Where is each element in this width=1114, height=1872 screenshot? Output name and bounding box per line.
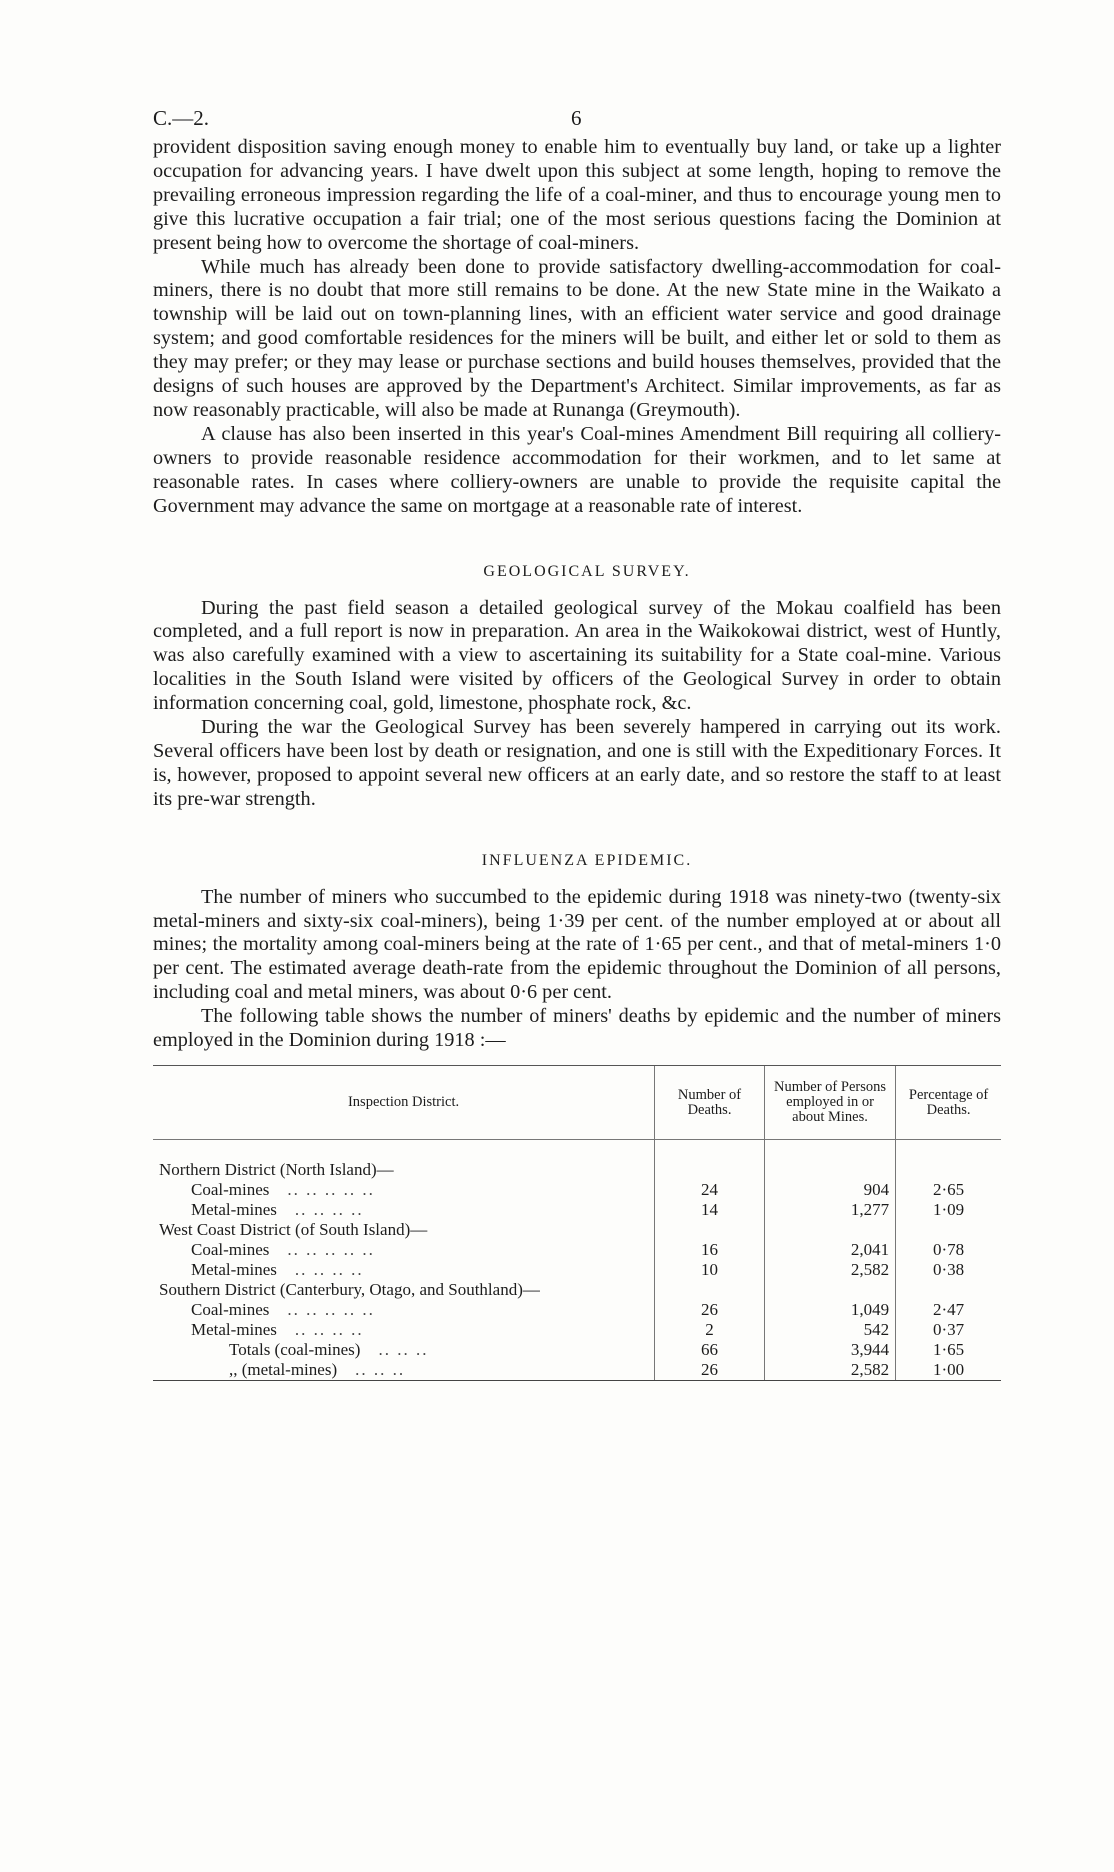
row-label-cell	[153, 1260, 655, 1280]
leader-dots: .. .. ..	[378, 1340, 429, 1359]
percentage-cell: 2·47	[896, 1300, 1001, 1320]
row-label-cell	[153, 1280, 655, 1300]
miners-deaths-table	[153, 1065, 1001, 1380]
deaths-cell: 14	[655, 1200, 765, 1220]
row-label-cell	[153, 1160, 655, 1180]
paragraph-mokau-survey: During the past field season a detailed geological survey of the Mokau coalfield has been completed, and a full report is now in preparation. An area in the Waikokowai district, west of Huntly, was also carefully examined with a view to ascertaining its suitability for a State coal-mine. Various localities in the South Island were visited by officers of the Geological Survey in order to obtain information concerning coal, gold, limestone, phosphate rock, &c.	[153, 596, 1001, 715]
row-label-cell	[153, 1300, 655, 1320]
table-row	[153, 1200, 1001, 1220]
paragraph-epidemic-deaths: The number of miners who succumbed to the epidemic during 1918 was ninety-two (twenty-six metal-miners and sixty-six coal-miners), being 1·39 per cent. of the number employed at or about all mines; the mortality among coal-miners being at the rate of 1·65 per cent., and that of metal-miners 1·0 per cent. The estimated average death-rate from the epidemic throughout the Dominion of all persons, including coal and metal miners, was about 0·6 per cent.	[153, 885, 1001, 1004]
row-label: West Coast District (of South Island)—	[159, 1220, 428, 1239]
document-page	[153, 100, 1001, 1381]
row-label: Coal-mines	[191, 1180, 270, 1199]
percentage-cell	[896, 1280, 1001, 1300]
table-row	[153, 1220, 1001, 1240]
deaths-cell: 66	[655, 1340, 765, 1360]
employed-cell	[764, 1280, 895, 1300]
paragraph-coal-mines-bill: A clause has also been inserted in this year's Coal-mines Amendment Bill requiring all colliery-owners to provide reasonable residence accommodation for their workmen, and to let same at reasonable rates. In cases where colliery-owners are unable to provide the requisite capital the Government may advance the same on mortgage at a reasonable rate of interest.	[153, 422, 1001, 517]
deaths-cell: 24	[655, 1180, 765, 1200]
paragraph-war-staffing: During the war the Geological Survey has been severely hampered in carrying out its work. Several officers have been lost by death or resignation, and one is still with the Expeditionary Forces. It is, however, proposed to appoint several new officers at an early date, and so restore the staff to at least its pre-war strength.	[153, 716, 1001, 810]
employed-cell: 1,277	[764, 1200, 895, 1220]
header-percentage-of-deaths: Percentage of Deaths.	[896, 1066, 1001, 1140]
employed-cell: 542	[764, 1320, 895, 1340]
deaths-cell	[655, 1220, 765, 1240]
row-label-cell	[153, 1240, 655, 1260]
table-bottom-rule	[153, 1380, 1001, 1381]
leader-dots: .. .. .. .. ..	[287, 1300, 375, 1319]
page-number: 6	[571, 106, 582, 130]
employed-cell: 2,041	[764, 1240, 895, 1260]
table-row	[153, 1360, 1001, 1380]
section-title-geological-survey: GEOLOGICAL SURVEY.	[483, 562, 691, 580]
paragraph-dwelling-accommodation: While much has already been done to provide satisfactory dwelling-accommodation for coal-miners, there is no doubt that more still remains to be done. At the new State mine in the Waikato a township will be laid out on town-planning lines, with an efficient water service and good drainage system; and good comfortable residences for the miners will be built, and either let or sold to them as they may prefer; or they may lease or purchase sections and build houses themselves, provided that the designs of such houses are approved by the Department's Architect. Similar improvements, as far as now reasonably practicable, will also be made at Runanga (Greymouth).	[153, 255, 1001, 421]
table-row	[153, 1180, 1001, 1200]
row-label: Coal-mines	[191, 1300, 270, 1319]
employed-cell	[764, 1220, 895, 1240]
leader-dots: .. .. .. ..	[294, 1320, 364, 1339]
row-label: ,, (metal-mines)	[229, 1360, 338, 1379]
table-spacer	[153, 1140, 1001, 1161]
page-header	[153, 100, 1001, 136]
table-row	[153, 1340, 1001, 1360]
employed-cell: 2,582	[764, 1360, 895, 1380]
row-label: Metal-mines	[191, 1320, 277, 1339]
percentage-cell: 1·00	[896, 1360, 1001, 1380]
table-body	[153, 1140, 1001, 1381]
employed-cell: 3,944	[764, 1340, 895, 1360]
paragraph-continued: provident disposition saving enough money to enable him to eventually buy land, or take up a lighter occupation for advancing years. I have dwelt upon this subject at some length, hoping to remove the prevailing erroneous impression regarding the life of a coal-miner, and thus to encourage young men to give this lucrative occupation a fair trial; one of the most serious questions facing the Dominion at present being how to overcome the shortage of coal-miners.	[153, 136, 1001, 254]
percentage-cell	[896, 1160, 1001, 1180]
leader-dots: .. .. .. .. ..	[287, 1240, 375, 1259]
percentage-cell: 0·78	[896, 1240, 1001, 1260]
table-row	[153, 1240, 1001, 1260]
percentage-cell: 1·09	[896, 1200, 1001, 1220]
employed-cell: 904	[764, 1180, 895, 1200]
row-label: Northern District (North Island)—	[159, 1160, 394, 1179]
deaths-cell	[655, 1160, 765, 1180]
header-number-of-deaths: Number of Deaths.	[655, 1066, 765, 1140]
table-row	[153, 1320, 1001, 1340]
deaths-cell: 26	[655, 1300, 765, 1320]
row-label-cell	[153, 1340, 655, 1360]
table-header-row	[153, 1066, 1001, 1140]
row-label: Southern District (Canterbury, Otago, and Southland)—	[159, 1280, 540, 1299]
row-label: Coal-mines	[191, 1240, 270, 1259]
leader-dots: .. .. .. .. ..	[287, 1180, 375, 1199]
table-row	[153, 1280, 1001, 1300]
deaths-cell	[655, 1280, 765, 1300]
row-label-cell	[153, 1360, 655, 1380]
deaths-cell: 16	[655, 1240, 765, 1260]
employed-cell: 2,582	[764, 1260, 895, 1280]
percentage-cell: 2·65	[896, 1180, 1001, 1200]
header-persons-employed: Number of Persons employed in or about Mines.	[764, 1066, 895, 1140]
leader-dots: .. .. .. ..	[294, 1260, 364, 1279]
deaths-cell: 10	[655, 1260, 765, 1280]
percentage-cell: 0·37	[896, 1320, 1001, 1340]
deaths-cell: 26	[655, 1360, 765, 1380]
leader-dots: .. .. ..	[355, 1360, 406, 1379]
table-row	[153, 1260, 1001, 1280]
employed-cell: 1,049	[764, 1300, 895, 1320]
section-title-influenza-epidemic: INFLUENZA EPIDEMIC.	[481, 851, 693, 869]
row-label: Metal-mines	[191, 1260, 277, 1279]
row-label: Metal-mines	[191, 1200, 277, 1219]
row-label-cell	[153, 1180, 655, 1200]
header-inspection-district: Inspection District.	[153, 1066, 655, 1140]
employed-cell	[764, 1160, 895, 1180]
row-label-cell	[153, 1320, 655, 1340]
table-row	[153, 1160, 1001, 1180]
percentage-cell: 0·38	[896, 1260, 1001, 1280]
row-label-cell	[153, 1220, 655, 1240]
paragraph-table-intro: The following table shows the number of miners' deaths by epidemic and the number of miners employed in the Dominion during 1918 :—	[153, 1005, 1001, 1052]
percentage-cell: 1·65	[896, 1340, 1001, 1360]
document-reference: C.—2.	[153, 106, 210, 130]
deaths-cell: 2	[655, 1320, 765, 1340]
leader-dots: .. .. .. ..	[294, 1200, 364, 1219]
percentage-cell	[896, 1220, 1001, 1240]
row-label-cell	[153, 1200, 655, 1220]
row-label: Totals (coal-mines)	[229, 1340, 361, 1359]
table-row	[153, 1300, 1001, 1320]
